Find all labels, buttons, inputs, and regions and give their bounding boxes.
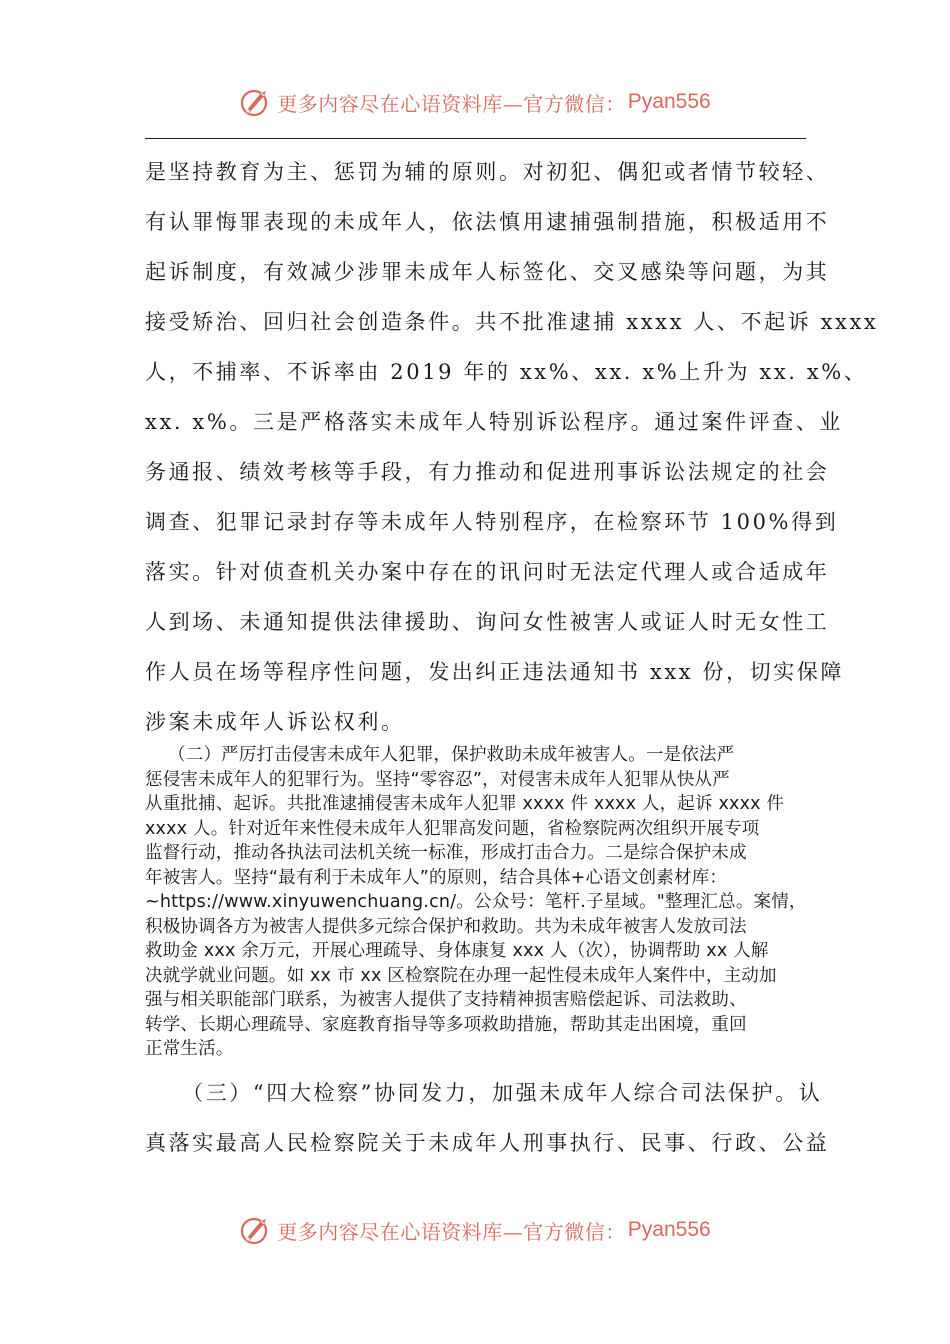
text-line: 决就学就业问题。如 xx 市 xx 区检察院在办理一起性侵未成年人案件中，主动加 xyxy=(145,965,777,986)
text-line: 从重批捕、起诉。共批准逮捕侵害未成年人犯罪 xxxx 件 xxxx 人，起诉 xxxx 件 xyxy=(145,794,785,814)
text-line: 年被害人。坚持“最有利于未成年人”的原则，结合具体+心语文创素材库： xyxy=(145,867,728,888)
text-line: 积极协调各方为被害人提供多元综合保护和救助。共为未成年被害人发放司法 xyxy=(145,916,747,937)
text-line: 接受矫治、回归社会创造条件。共不批准逮捕 xxxx 人、不起诉 xxxx xyxy=(145,310,879,334)
text-line: （二）严厉打击侵害未成年人犯罪，保护救助未成年被害人。一是依法严 xyxy=(145,745,735,765)
text-line: 人到场、未通知提供法律援助、询问女性被害人或证人时无女性工 xyxy=(145,610,830,634)
text-line: 救助金 xxx 余万元，开展心理疏导、身体康复 xxx 人（次），协调帮助 xx 人解 xyxy=(145,941,769,961)
text-line: 落实。针对侦查机关办案中存在的讯问时无法定代理人或合适成年 xyxy=(145,560,830,584)
text-line: ~https://www.xinyuwenchuang.cn/。公众号：笔杆.子星域。"整理汇总。案情， xyxy=(145,892,807,912)
paragraph-section-three xyxy=(145,1068,830,1168)
text-line: 正常生活。 xyxy=(145,1039,234,1059)
text-line: 务通报、绩效考核等手段，有力推动和促进刑事诉讼法规定的社会 xyxy=(145,460,830,484)
banner-text: 更多内容尽在心语资料库—官方微信： xyxy=(277,91,626,116)
banner-wechat-handle: Pyan556 xyxy=(627,90,711,113)
pen-nib-logo-icon xyxy=(239,1213,273,1247)
text-line: 强与相关职能部门联系，为被害人提供了支持精神损害赔偿起诉、司法救助、 xyxy=(145,990,747,1010)
header-banner xyxy=(0,82,950,122)
text-line: xxxx 人。针对近年来性侵未成年人犯罪高发问题，省检察院两次组织开展专项 xyxy=(145,818,760,839)
text-line: 惩侵害未成年人的犯罪行为。坚持“零容忍”，对侵害未成年人犯罪从快从严 xyxy=(145,769,730,790)
paragraph-continued xyxy=(145,147,879,747)
text-line: （三）“四大检察”协同发力，加强未成年人综合司法保护。认 xyxy=(145,1081,823,1105)
text-line: 人，不捕率、不诉率由 2019 年的 xx%、xx. x%上升为 xx. x%、 xyxy=(145,360,868,384)
text-line: 调查、犯罪记录封存等未成年人特别程序，在检察环节 100%得到 xyxy=(145,510,839,534)
paragraph-section-two xyxy=(145,743,809,1062)
banner-wechat-handle: Pyan556 xyxy=(627,1218,711,1241)
text-line: 转学、长期心理疏导、家庭教育指导等多项救助措施，帮助其走出困境，重回 xyxy=(145,1014,747,1035)
text-line: xx. x%。三是严格落实未成年人特别诉讼程序。通过案件评查、业 xyxy=(145,410,844,434)
footer-banner xyxy=(0,1210,950,1250)
text-line: 起诉制度，有效减少涉罪未成年人标签化、交叉感染等问题，为其 xyxy=(145,260,830,284)
text-line: 是坚持教育为主、惩罚为辅的原则。对初犯、偶犯或者情节较轻、 xyxy=(145,160,830,184)
text-line: 作人员在场等程序性问题，发出纠正违法通知书 xxx 份，切实保障 xyxy=(145,660,845,684)
text-line: 涉案未成年人诉讼权利。 xyxy=(145,710,405,734)
text-line: 监督行动，推动各执法司法机关统一标准，形成打击合力。二是综合保护未成 xyxy=(145,843,747,863)
header-divider xyxy=(145,138,806,139)
text-line: 真落实最高人民检察院关于未成年人刑事执行、民事、行政、公益 xyxy=(145,1131,830,1155)
banner-text: 更多内容尽在心语资料库—官方微信： xyxy=(277,1219,626,1244)
pen-nib-logo-icon xyxy=(239,85,273,119)
text-line: 有认罪悔罪表现的未成年人，依法慎用逮捕强制措施，积极适用不 xyxy=(145,210,830,234)
